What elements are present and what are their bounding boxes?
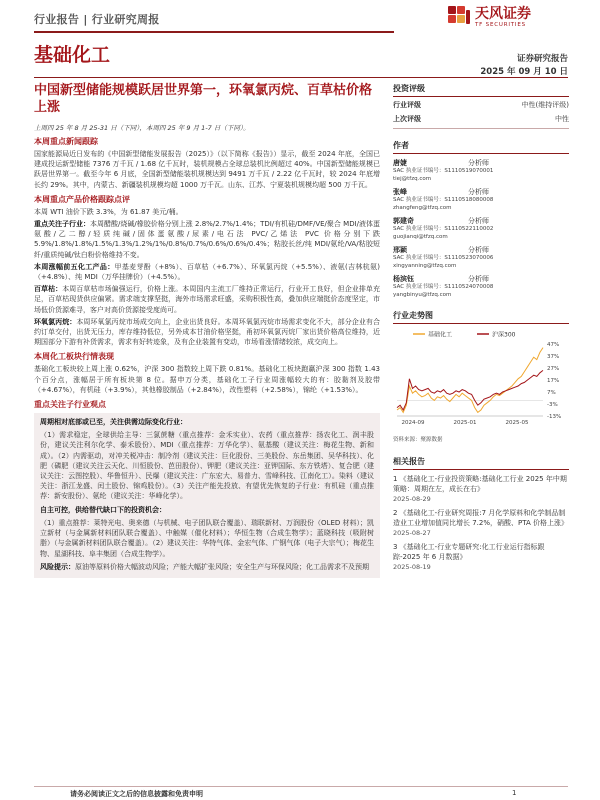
industry-title: 基础化工 <box>34 44 111 66</box>
report-type: 证券研究报告 <box>516 54 568 64</box>
paragraph-lead: 本周涨幅前五化工产品： <box>34 262 115 271</box>
page-number: 1 <box>512 789 517 797</box>
related-report-date: 2025-08-29 <box>393 495 431 503</box>
rating-row <box>393 111 569 125</box>
author-email: yangbinyu@tfzq.com <box>393 291 452 298</box>
paragraph <box>40 417 374 427</box>
legend-label: 沪深300 <box>492 331 516 339</box>
author-role: 分析师 <box>468 246 489 254</box>
y-tick-label: 37% <box>547 354 560 360</box>
author-name: 唐婕 <box>393 159 407 167</box>
author-name: 张峰 <box>393 188 407 196</box>
logo-text-cn: 天风证券 <box>475 5 531 22</box>
paragraph-lead: 百草枯： <box>34 285 63 294</box>
author-cert: SAC 执业证书编号：S1110524070008 <box>393 284 494 290</box>
y-tick-label: 27% <box>547 366 560 372</box>
paragraph <box>34 284 380 315</box>
legend-label: 基础化工 <box>428 331 453 339</box>
related-report-date: 2025-08-27 <box>393 529 431 537</box>
author-role: 分析师 <box>468 159 489 167</box>
section-title: 本周化工板块行情表现 <box>34 352 114 362</box>
paragraph-text: 基础化工板块较上周上涨 0.62%，沪深 300 指数较上周下跌 0.81%。基础化工板块跑赢沪深 300 指数 1.43 个百分点，涨幅居于所有板块第 8 位。据申万分类，基础化工子行业周涨幅较大的有：胶黏剂及胶带（+4.67%），有机硅（+3.9%），其他橡胶制品（+2.84%），改性塑料（+2.58%），锦纶（+1.53%）。 <box>34 365 380 394</box>
author-role: 分析师 <box>468 217 489 225</box>
author-name: 郭建奇 <box>393 217 414 225</box>
rating-row <box>393 97 569 111</box>
section-title: 重点关注子行业观点 <box>34 400 106 410</box>
rating-value: 中性 <box>555 115 569 123</box>
footer-divider <box>34 786 568 787</box>
author-email: tiej@tfzq.com <box>393 175 432 182</box>
section-box <box>34 413 380 578</box>
author-line <box>393 275 569 284</box>
paragraph <box>34 262 380 282</box>
paragraph-text: （1）重点推荐：莱特光电、奥来德（与机械、电子团队联合覆盖）、瑞联新材、万润股份（OLED 材料）；凯立新材（与金属新材料团队联合覆盖）、中触媒（催化材料）；华恒生物（合成生物学）；蓝晓科技（吸附树脂）（与金属新材料团队联合覆盖）。（2）建议关注：华特气体、金宏气体、广钢气体（电子大宗气）；梅花生物、星湖科技、阜丰集团（合成生物学）。 <box>40 518 374 558</box>
author-entry <box>393 159 569 183</box>
author-line <box>393 159 569 168</box>
authors-title: 作者 <box>393 137 569 154</box>
related-report <box>393 508 569 538</box>
author-list <box>393 159 569 299</box>
paragraph <box>34 317 380 348</box>
x-tick-label: 2024-09 <box>401 420 425 426</box>
rating-table <box>393 97 569 125</box>
author-cert: SAC 执业证书编号：S1110523070006 <box>393 255 494 261</box>
related-report <box>393 474 569 504</box>
paragraph <box>34 149 380 190</box>
author-name: 邢颖 <box>393 246 407 254</box>
header-divider-2 <box>34 77 568 78</box>
y-tick-label: 47% <box>547 342 560 348</box>
related-reports <box>393 474 569 572</box>
logo-text-en: TF SECURITIES <box>475 21 526 28</box>
author-entry <box>393 217 569 241</box>
y-tick-label: -3% <box>547 402 558 408</box>
paragraph-text: 甲基麦芽酚（+8%）、百草枯（+6.7%）、环氧氯丙烷（+5.5%）、液氨(吉林杭氨)（+4.8%）、纯 MDI（万华挂牌价）（+4.5%）。 <box>34 262 381 282</box>
author-email: zhangfeng@tfzq.com <box>393 204 452 211</box>
report-headline: 中国新型储能规模跃居世界第一，环氧氯丙烷、百草枯价格上涨 <box>34 83 373 115</box>
author-line <box>393 188 569 197</box>
trend-chart-svg <box>393 328 569 434</box>
rating-title: 投资评级 <box>393 80 569 97</box>
author-email: guojianqi@tfzq.com <box>393 233 448 240</box>
paragraph <box>34 219 380 260</box>
author-entry <box>393 275 569 299</box>
report-intro: 上周四 25 年 8 月 25-31 日（下同），本周四 25 年 9 月 1-7 日（下同）。 <box>34 124 250 132</box>
rating-value: 中性(维持评级) <box>521 101 569 109</box>
section-title: 本周重点产品价格跟踪点评 <box>34 194 130 204</box>
author-line <box>393 217 569 226</box>
report-category: 行业报告 | 行业研究周报 <box>34 13 160 26</box>
paragraph-text: 本周百草枯市场偏强运行，价格上涨。本周国内主流工厂维持正常运行，行业开工良好，但企业排单充足，百草枯现货供应偏紧。需求端支撑坚挺，海外市场需求旺盛，采购积极性高，叠加供应端挺价态度坚定，市场低价货源难寻，客户对高价货源接受度尚可。 <box>34 285 380 314</box>
sidebar-divider <box>393 128 569 129</box>
sidebar <box>393 80 569 572</box>
header-divider <box>34 31 394 33</box>
chart-source: 资料来源：聚源数据 <box>393 437 443 443</box>
paragraph <box>40 562 374 572</box>
paragraph-text: 本周环氧氯丙烷市场成交向上，企业出货良好。本周环氧氯丙烷市场需求变化不大，部分企业有合约订单交付，出货无压力，库存维持低位，另外成本甘油价格坚挺，甬初环氧氯丙烷厂家出货价格高位维持，近期国部分下游有补货需求，需求有好转迹象，及有企业装置有变动，市场看涨情绪较浓，成交向上。 <box>34 317 380 347</box>
author-cert: SAC 执业证书编号：S1110522110002 <box>393 226 494 232</box>
paragraph <box>34 207 380 217</box>
author-line <box>393 246 569 255</box>
chart-title: 行业走势图 <box>393 307 569 324</box>
y-tick-label: 17% <box>547 378 560 384</box>
author-role: 分析师 <box>468 275 489 283</box>
paragraph-text: 原油等原料价格大幅波动风险；产能大幅扩张风险；安全生产与环保风险；化工品需求不及预期 <box>75 562 369 571</box>
disclaimer-footer: 请务必阅读正文之后的信息披露和免责申明 <box>70 790 203 798</box>
series-line-basic-chem <box>397 348 543 413</box>
trend-chart <box>393 328 569 434</box>
paragraph-text: 本周醋酸/烧碱/橡胶价格分别上涨 2.8%/2.7%/1.4%；TDI/有机硅/DMF/VE/聚合 MDI/液体蛋氨酸/乙二醇/轻质纯碱/固体蛋氨酸/尿素/电石法 PVC/乙烯法 PVC 价格分别下跌 5.9%/1.8%/1.8%/1.5%/1.3%/1.2%/1%/0.8%/0.7%/0.6%/0.6%/0.4%；粘胶长丝/纯 MDI/氨纶/VA/粘胶短纤/重质纯碱/钛白粉价格维持不变。 <box>34 220 381 259</box>
paragraph <box>40 505 374 515</box>
related-report-title: 1 《基础化工-行业投资策略:基础化工行业 2025 年中期策略：周期在左，成长在右》 <box>393 475 567 493</box>
paragraph <box>40 430 374 501</box>
paragraph-lead: 风险提示： <box>40 562 75 571</box>
paragraph-lead: 周期相对底部或已至，关注供需边际变化行业： <box>40 418 187 427</box>
paragraph-lead: 环氧氯丙烷： <box>34 317 77 326</box>
x-tick-label: 2025-05 <box>505 420 529 426</box>
main-content <box>34 80 380 578</box>
paragraph-lead: 自主可控，供给替代缺口下的投资机会： <box>40 505 166 514</box>
related-report-date: 2025-08-19 <box>393 563 431 571</box>
logo-mark-icon <box>448 6 470 28</box>
paragraph-text: （1）需求稳定，全球供给主导：三氯蔗糖（重点推荐：金禾实业）、农药（重点推荐：扬农化工、润丰股份，建议关注利尔化学、泰禾股份）、MDI（重点推荐：万华化学）、氨基酸（建议关注：梅花生物、新和成）。（2）内需驱动，对冲关税冲击：制冷剂（建议关注：巨化股份、三美股份、东岳集团、吴华科技）、化肥（磷肥（建议关注云天化、川恒股份、芭田股份）、钾肥（建议关注：亚钾国际、东方铁塔）、复合肥（建议关注：云图控股）、华鲁恒升）、民爆（建议关注：广东宏大、易普力、雪峰科技、江南化工）。染料（建议关注：浙江龙盛、闰土股份、锦鸡股份）。（3）关注产能先投放、有望优先恢复的子行业：有机硅（重点推荐：新安股份）、氨纶（建议关注：华峰化学）。 <box>40 431 374 501</box>
rating-key: 行业评级 <box>393 101 421 109</box>
tf-securities-logo <box>448 6 531 28</box>
author-entry <box>393 246 569 270</box>
author-cert: SAC 执业证书编号：S1110519070001 <box>393 168 494 174</box>
author-entry <box>393 188 569 212</box>
paragraph-lead: 重点关注子行业： <box>34 220 91 229</box>
related-title: 相关报告 <box>393 453 569 470</box>
related-report-title: 2 《基础化工-行业研究周报:7 月化学原料和化学制品制造业工业增加值同比增长 7.2%，硝酸、PTA 价格上涨》 <box>393 509 568 527</box>
related-report-title: 3 《基础化工-行业专题研究:化工行业运行指标跟踪-2025 年 6 月数据》 <box>393 543 545 561</box>
paragraph <box>34 364 380 395</box>
author-name: 杨滨钰 <box>393 275 414 283</box>
author-cert: SAC 执业证书编号：S1110518080008 <box>393 197 494 203</box>
report-sections <box>34 136 380 578</box>
rating-key: 上次评级 <box>393 115 421 123</box>
author-email: xingyanning@tfzq.com <box>393 262 457 269</box>
paragraph-text: 本周 WTI 油价下跌 3.3%，为 61.87 美元/桶。 <box>34 207 183 216</box>
section-title: 本周重点新闻跟踪 <box>34 137 98 146</box>
related-report <box>393 542 569 572</box>
y-tick-label: 7% <box>547 390 556 396</box>
x-tick-label: 2025-01 <box>453 420 477 426</box>
report-date: 2025 年 09 月 10 日 <box>480 67 568 77</box>
author-role: 分析师 <box>468 188 489 196</box>
paragraph <box>40 518 374 559</box>
y-tick-label: -13% <box>547 414 562 420</box>
paragraph-text: 国家能源局近日发布的《中国新型储能发展报告（2025）》（以下简称《报告》）显示，截至 2024 年底，全国已建成投运新型储能 7376 万千瓦 / 1.68 亿千瓦时，装机规模占全球总装机比例超过 40%。中国新型储能规模已跃居世界第一。截至今年 6 月底，全国新型储能装机规模达到 9491 万千瓦 / 2.22 亿千瓦时，较 2024 年底增长约 29%。其中，内蒙古、新疆装机规模均超 1000 万千瓦。山东、江苏、宁夏装机规模均超 500 万千瓦。 <box>34 150 380 189</box>
